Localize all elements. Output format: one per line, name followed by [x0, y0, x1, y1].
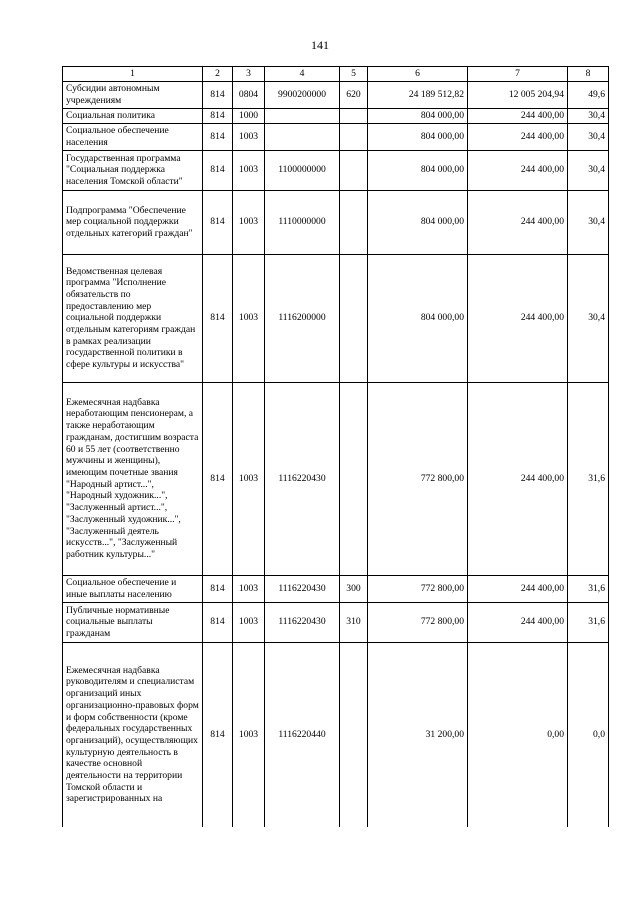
row-fact: 244 400,00	[468, 123, 568, 150]
row-vr: 620	[340, 82, 368, 109]
row-grbs: 814	[203, 190, 233, 254]
row-grbs: 814	[203, 109, 233, 124]
row-csr: 1116220430	[265, 602, 340, 642]
row-vr	[340, 190, 368, 254]
row-section: 1000	[233, 109, 265, 124]
row-grbs: 814	[203, 150, 233, 190]
row-vr: 310	[340, 602, 368, 642]
column-header: 3	[233, 67, 265, 82]
row-plan: 804 000,00	[368, 150, 468, 190]
page-number: 141	[311, 38, 329, 52]
row-name: Субсидии автономным учреждениям	[63, 82, 203, 109]
row-plan: 772 800,00	[368, 602, 468, 642]
table-row	[63, 150, 609, 190]
row-vr	[340, 123, 368, 150]
row-section: 1003	[233, 642, 265, 827]
table-row	[63, 642, 609, 827]
row-section: 1003	[233, 254, 265, 382]
row-vr	[340, 382, 368, 575]
row-fact: 244 400,00	[468, 190, 568, 254]
table-row	[63, 190, 609, 254]
row-name: Ведомственная целевая программа "Исполнение обязательств по предоставлению мер социальной поддержки отдельным категориям граждан в рамках реализации государственной политики в сфере культуры и искусства"	[63, 254, 203, 382]
table-row	[63, 575, 609, 602]
row-fact: 0,00	[468, 642, 568, 827]
row-fact: 244 400,00	[468, 602, 568, 642]
row-grbs: 814	[203, 602, 233, 642]
column-header: 2	[203, 67, 233, 82]
row-name: Ежемесячная надбавка неработающим пенсионерам, а также неработающим гражданам, достигшим возраста 60 и 55 лет (соответственно мужчины и женщины), имеющим почетные звания "Народный артист...", "Народный художник...", "Заслуженный артист...", "Заслуженный художник...", "Заслуженный деятель искусств...", "Заслуженный работник культуры..."	[63, 382, 203, 575]
row-pct: 30,4	[568, 150, 609, 190]
header-row	[63, 67, 609, 82]
row-pct: 30,4	[568, 123, 609, 150]
column-header: 6	[368, 67, 468, 82]
row-pct: 31,6	[568, 575, 609, 602]
row-csr: 1116220430	[265, 575, 340, 602]
row-name: Ежемесячная надбавка руководителям и специалистам организаций иных организационно-правовых форм и форм собственности (кроме федеральных государственных организаций), осуществляющих культурную деятельность в качестве основной деятельности на территории Томской области и зарегистрированных на	[63, 642, 203, 827]
row-name: Социальная политика	[63, 109, 203, 124]
row-fact: 244 400,00	[468, 575, 568, 602]
table-row	[63, 382, 609, 575]
row-pct: 49,6	[568, 82, 609, 109]
row-plan: 804 000,00	[368, 254, 468, 382]
table-row	[63, 254, 609, 382]
row-plan: 804 000,00	[368, 123, 468, 150]
column-header: 4	[265, 67, 340, 82]
row-section: 1003	[233, 382, 265, 575]
row-vr: 300	[340, 575, 368, 602]
row-fact: 12 005 204,94	[468, 82, 568, 109]
row-plan: 772 800,00	[368, 382, 468, 575]
row-grbs: 814	[203, 82, 233, 109]
column-header: 1	[63, 67, 203, 82]
column-header: 5	[340, 67, 368, 82]
row-fact: 244 400,00	[468, 254, 568, 382]
row-pct: 30,4	[568, 190, 609, 254]
row-csr	[265, 109, 340, 124]
row-plan: 804 000,00	[368, 109, 468, 124]
row-grbs: 814	[203, 575, 233, 602]
row-csr: 1100000000	[265, 150, 340, 190]
row-section: 1003	[233, 150, 265, 190]
table-row	[63, 123, 609, 150]
row-grbs: 814	[203, 382, 233, 575]
row-csr: 1116200000	[265, 254, 340, 382]
row-csr: 1110000000	[265, 190, 340, 254]
row-pct: 31,6	[568, 382, 609, 575]
row-fact: 244 400,00	[468, 150, 568, 190]
row-plan: 31 200,00	[368, 642, 468, 827]
row-fact: 244 400,00	[468, 109, 568, 124]
row-grbs: 814	[203, 642, 233, 827]
row-pct: 30,4	[568, 254, 609, 382]
row-vr	[340, 109, 368, 124]
row-vr	[340, 642, 368, 827]
column-header: 7	[468, 67, 568, 82]
row-section: 1003	[233, 123, 265, 150]
row-section: 0804	[233, 82, 265, 109]
row-grbs: 814	[203, 254, 233, 382]
row-section: 1003	[233, 575, 265, 602]
column-header: 8	[568, 67, 609, 82]
row-csr: 1116220440	[265, 642, 340, 827]
row-grbs: 814	[203, 123, 233, 150]
row-vr	[340, 254, 368, 382]
row-pct: 30,4	[568, 109, 609, 124]
row-plan: 804 000,00	[368, 190, 468, 254]
row-pct: 31,6	[568, 602, 609, 642]
row-plan: 772 800,00	[368, 575, 468, 602]
row-name: Подпрограмма "Обеспечение мер социальной поддержки отдельных категорий граждан"	[63, 190, 203, 254]
row-vr	[340, 150, 368, 190]
table-row	[63, 82, 609, 109]
row-csr	[265, 123, 340, 150]
row-name: Социальное обеспечение и иные выплаты населению	[63, 575, 203, 602]
table-row	[63, 602, 609, 642]
row-fact: 244 400,00	[468, 382, 568, 575]
row-plan: 24 189 512,82	[368, 82, 468, 109]
row-csr: 1116220430	[265, 382, 340, 575]
row-name: Государственная программа "Социальная поддержка населения Томской области"	[63, 150, 203, 190]
row-name: Публичные нормативные социальные выплаты гражданам	[63, 602, 203, 642]
row-section: 1003	[233, 190, 265, 254]
row-csr: 9900200000	[265, 82, 340, 109]
row-pct: 0,0	[568, 642, 609, 827]
table-row	[63, 109, 609, 124]
row-section: 1003	[233, 602, 265, 642]
budget-table	[62, 66, 609, 827]
row-name: Социальное обеспечение населения	[63, 123, 203, 150]
